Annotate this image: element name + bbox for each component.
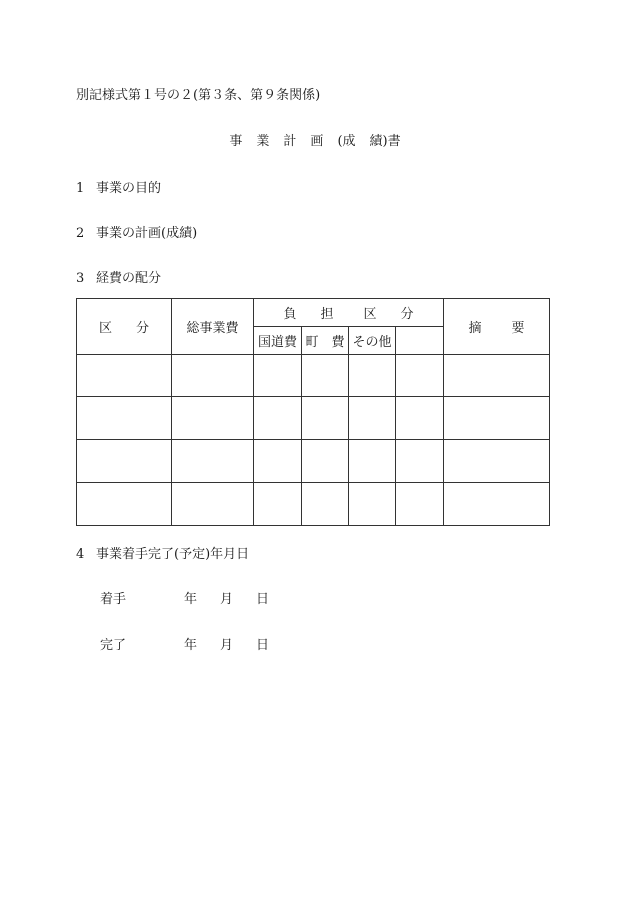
title-char: (成 xyxy=(337,134,356,149)
header-char: 要 xyxy=(511,321,525,336)
date-label: 完了 xyxy=(100,638,127,653)
title-char: 画 xyxy=(310,134,324,149)
table-cell[interactable] xyxy=(444,440,550,483)
section-number: 2 xyxy=(76,226,85,241)
table-cell[interactable] xyxy=(77,440,172,483)
table-cell[interactable] xyxy=(302,483,349,526)
completion-date-row xyxy=(100,634,269,653)
subheader-town-cost: 町 費 xyxy=(302,327,349,355)
section-number: 3 xyxy=(76,271,85,286)
document-title xyxy=(0,130,630,149)
table-cell[interactable] xyxy=(444,355,550,397)
table-cell[interactable] xyxy=(349,397,396,440)
header-burden-division xyxy=(254,299,444,327)
form-number-note: 別記様式第１号の２(第３条、第９条関係) xyxy=(76,88,321,103)
title-char: 書 xyxy=(387,134,401,149)
table-cell[interactable] xyxy=(172,483,254,526)
section-expense-allocation xyxy=(76,267,161,286)
start-date-row xyxy=(100,588,269,607)
header-char: 負 xyxy=(283,307,297,322)
table-row xyxy=(77,355,550,397)
expense-allocation-table xyxy=(76,298,550,526)
title-char: 業 xyxy=(256,134,270,149)
year-unit[interactable]: 年 xyxy=(184,638,198,653)
day-unit[interactable]: 日 xyxy=(256,638,270,653)
section-plan xyxy=(76,222,197,241)
header-kubun xyxy=(77,299,172,355)
month-unit[interactable]: 月 xyxy=(220,638,234,653)
header-char: 区 xyxy=(98,321,112,336)
header-total-cost: 総事業費 xyxy=(172,299,254,355)
header-remarks xyxy=(444,299,550,355)
header-char: 分 xyxy=(136,321,150,336)
table-cell[interactable] xyxy=(349,440,396,483)
table-cell[interactable] xyxy=(302,397,349,440)
subheader-other: その他 xyxy=(349,327,396,355)
table-cell[interactable] xyxy=(254,397,302,440)
table-cell[interactable] xyxy=(77,355,172,397)
header-char: 摘 xyxy=(468,321,482,336)
table-cell[interactable] xyxy=(77,397,172,440)
table-cell[interactable] xyxy=(254,355,302,397)
table-cell[interactable] xyxy=(302,440,349,483)
month-unit[interactable]: 月 xyxy=(220,592,234,607)
table-row xyxy=(77,483,550,526)
section-heading: 経費の配分 xyxy=(96,271,162,286)
section-start-completion-date xyxy=(76,543,249,562)
table-cell[interactable] xyxy=(349,355,396,397)
day-unit[interactable]: 日 xyxy=(256,592,270,607)
table-cell[interactable] xyxy=(172,355,254,397)
date-label: 着手 xyxy=(100,592,127,607)
table-cell[interactable] xyxy=(172,440,254,483)
table-cell[interactable] xyxy=(396,440,444,483)
header-char: 区 xyxy=(363,307,377,322)
table-cell[interactable] xyxy=(77,483,172,526)
title-char: 事 xyxy=(229,134,243,149)
table-cell[interactable] xyxy=(396,355,444,397)
table-cell[interactable] xyxy=(172,397,254,440)
table-cell[interactable] xyxy=(254,440,302,483)
table-row xyxy=(77,440,550,483)
section-number: 1 xyxy=(76,181,85,196)
table-cell[interactable] xyxy=(302,355,349,397)
title-char: 績) xyxy=(369,134,388,149)
table-row xyxy=(77,397,550,440)
section-purpose xyxy=(76,177,161,196)
header-char: 担 xyxy=(320,307,334,322)
table-cell[interactable] xyxy=(444,397,550,440)
subheader-national-road-cost: 国道費 xyxy=(254,327,302,355)
year-unit[interactable]: 年 xyxy=(184,592,198,607)
subheader-blank xyxy=(396,327,444,355)
section-heading: 事業の目的 xyxy=(96,181,162,196)
section-heading: 事業着手完了(予定)年月日 xyxy=(96,547,250,562)
table-cell[interactable] xyxy=(349,483,396,526)
header-char: 分 xyxy=(400,307,414,322)
title-char: 計 xyxy=(283,134,297,149)
section-heading: 事業の計画(成績) xyxy=(96,226,198,241)
table-cell[interactable] xyxy=(396,483,444,526)
table-cell[interactable] xyxy=(254,483,302,526)
section-number: 4 xyxy=(76,547,85,562)
table-cell[interactable] xyxy=(444,483,550,526)
table-cell[interactable] xyxy=(396,397,444,440)
